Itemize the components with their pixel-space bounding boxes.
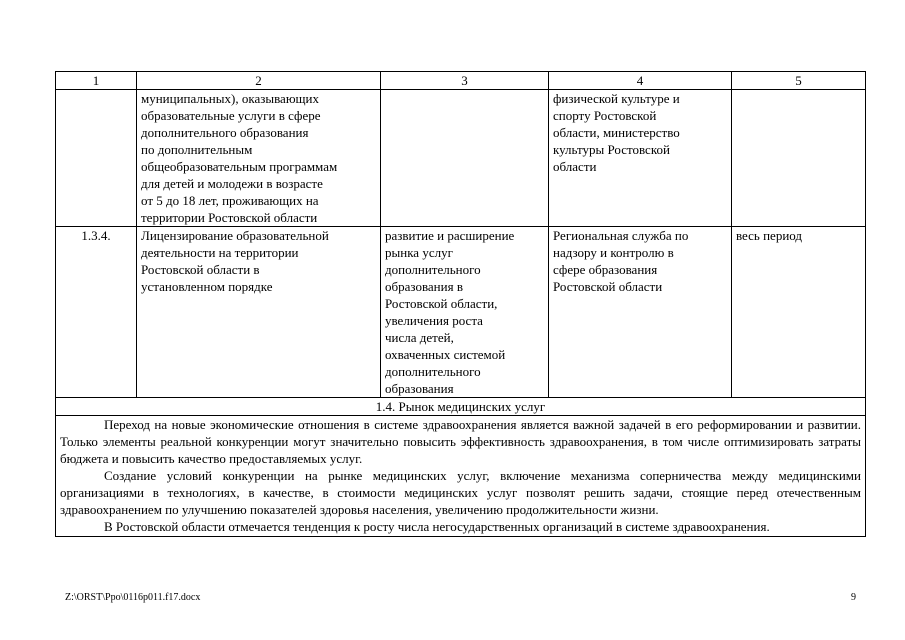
cell-line: Ростовской области, (385, 296, 498, 311)
row-134-description (137, 227, 381, 398)
table-row-1-3-4 (56, 227, 866, 398)
cell-line: Лицензирование образовательной (141, 228, 329, 243)
cell-line: деятельности на территории (141, 245, 299, 260)
cell-line: увеличения роста (385, 313, 483, 328)
cell-line: числа детей, (385, 330, 454, 345)
cell-line: общеобразовательным программам (141, 159, 338, 174)
cell-line: Ростовской области в (141, 262, 260, 277)
section-body-row (56, 416, 866, 537)
cell-line: образования (385, 381, 454, 396)
header-cell-1: 1 (56, 72, 137, 90)
footer-file-path: Z:\ORST\Ppo\0116p011.f17.docx (65, 592, 201, 603)
row-134-responsible (549, 227, 732, 398)
paragraph: В Ростовской области отмечается тенденция к росту числа негосударственных организаций в системе здравоохранения. (104, 519, 770, 534)
cell-line: спорту Ростовской (553, 108, 657, 123)
paragraph: Переход на новые экономические отношения в системе здравоохранения является важной задачей в его реформировании и развитии. Только элементы реальной конкуренции могут значительно повысить эффективность здравоохранения, в том числе оптимизировать затраты бюджета и повысить качество предоставляемых услуг. (60, 417, 861, 466)
cell-line: дополнительного (385, 364, 481, 379)
cell-line: установленном порядке (141, 279, 273, 294)
cell-line: сфере образования (553, 262, 658, 277)
section-title-row (56, 398, 866, 416)
cell-line: Региональная служба по (553, 228, 689, 243)
header-cell-2: 2 (137, 72, 381, 90)
table-row-continued (56, 90, 866, 227)
cell-line: по дополнительным (141, 142, 253, 157)
section-body (56, 416, 866, 537)
footer-page-number: 9 (851, 592, 856, 603)
cell-line: образовательные услуги в сфере (141, 108, 321, 123)
cell-line: развитие и расширение (385, 228, 515, 243)
cell-line: области (553, 159, 597, 174)
cell-line: от 5 до 18 лет, проживающих на (141, 193, 319, 208)
cell-line: области, министерство (553, 125, 680, 140)
cell-line: муниципальных), оказывающих (141, 91, 320, 106)
cell-line: дополнительного (385, 262, 481, 277)
header-cell-5: 5 (732, 72, 866, 90)
paragraph: Создание условий конкуренции на рынке медицинских услуг, включение механизма соперничества между медицинскими организациями в технологиях, в качестве, в стоимости медицинских услуг позволят решить задачи, стоящие перед отечественным здравоохранением по улучшению показателей здоровья населения, увеличению продолжительности жизни. (60, 468, 861, 517)
cell-line: территории Ростовской области (141, 210, 318, 225)
row-134-result (381, 227, 549, 398)
cell-line: образования в (385, 279, 463, 294)
cell-line: физической культуре и (553, 91, 680, 106)
row-cont-result (381, 90, 549, 227)
cell-line: дополнительного образования (141, 125, 309, 140)
table-header-row (56, 72, 866, 90)
document-table (55, 71, 866, 537)
row-cont-responsible (549, 90, 732, 227)
cell-line: рынка услуг (385, 245, 453, 260)
cell-line: надзору и контролю в (553, 245, 674, 260)
cell-line: культуры Ростовской (553, 142, 670, 157)
row-cont-period (732, 90, 866, 227)
row-134-number: 1.3.4. (56, 227, 137, 398)
row-cont-description (137, 90, 381, 227)
row-134-period: весь период (732, 227, 866, 398)
cell-line: Ростовской области (553, 279, 663, 294)
section-title: 1.4. Рынок медицинских услуг (56, 398, 866, 416)
header-cell-3: 3 (381, 72, 549, 90)
header-cell-4: 4 (549, 72, 732, 90)
cell-line: охваченных системой (385, 347, 506, 362)
row-cont-number (56, 90, 137, 227)
cell-line: для детей и молодежи в возрасте (141, 176, 323, 191)
